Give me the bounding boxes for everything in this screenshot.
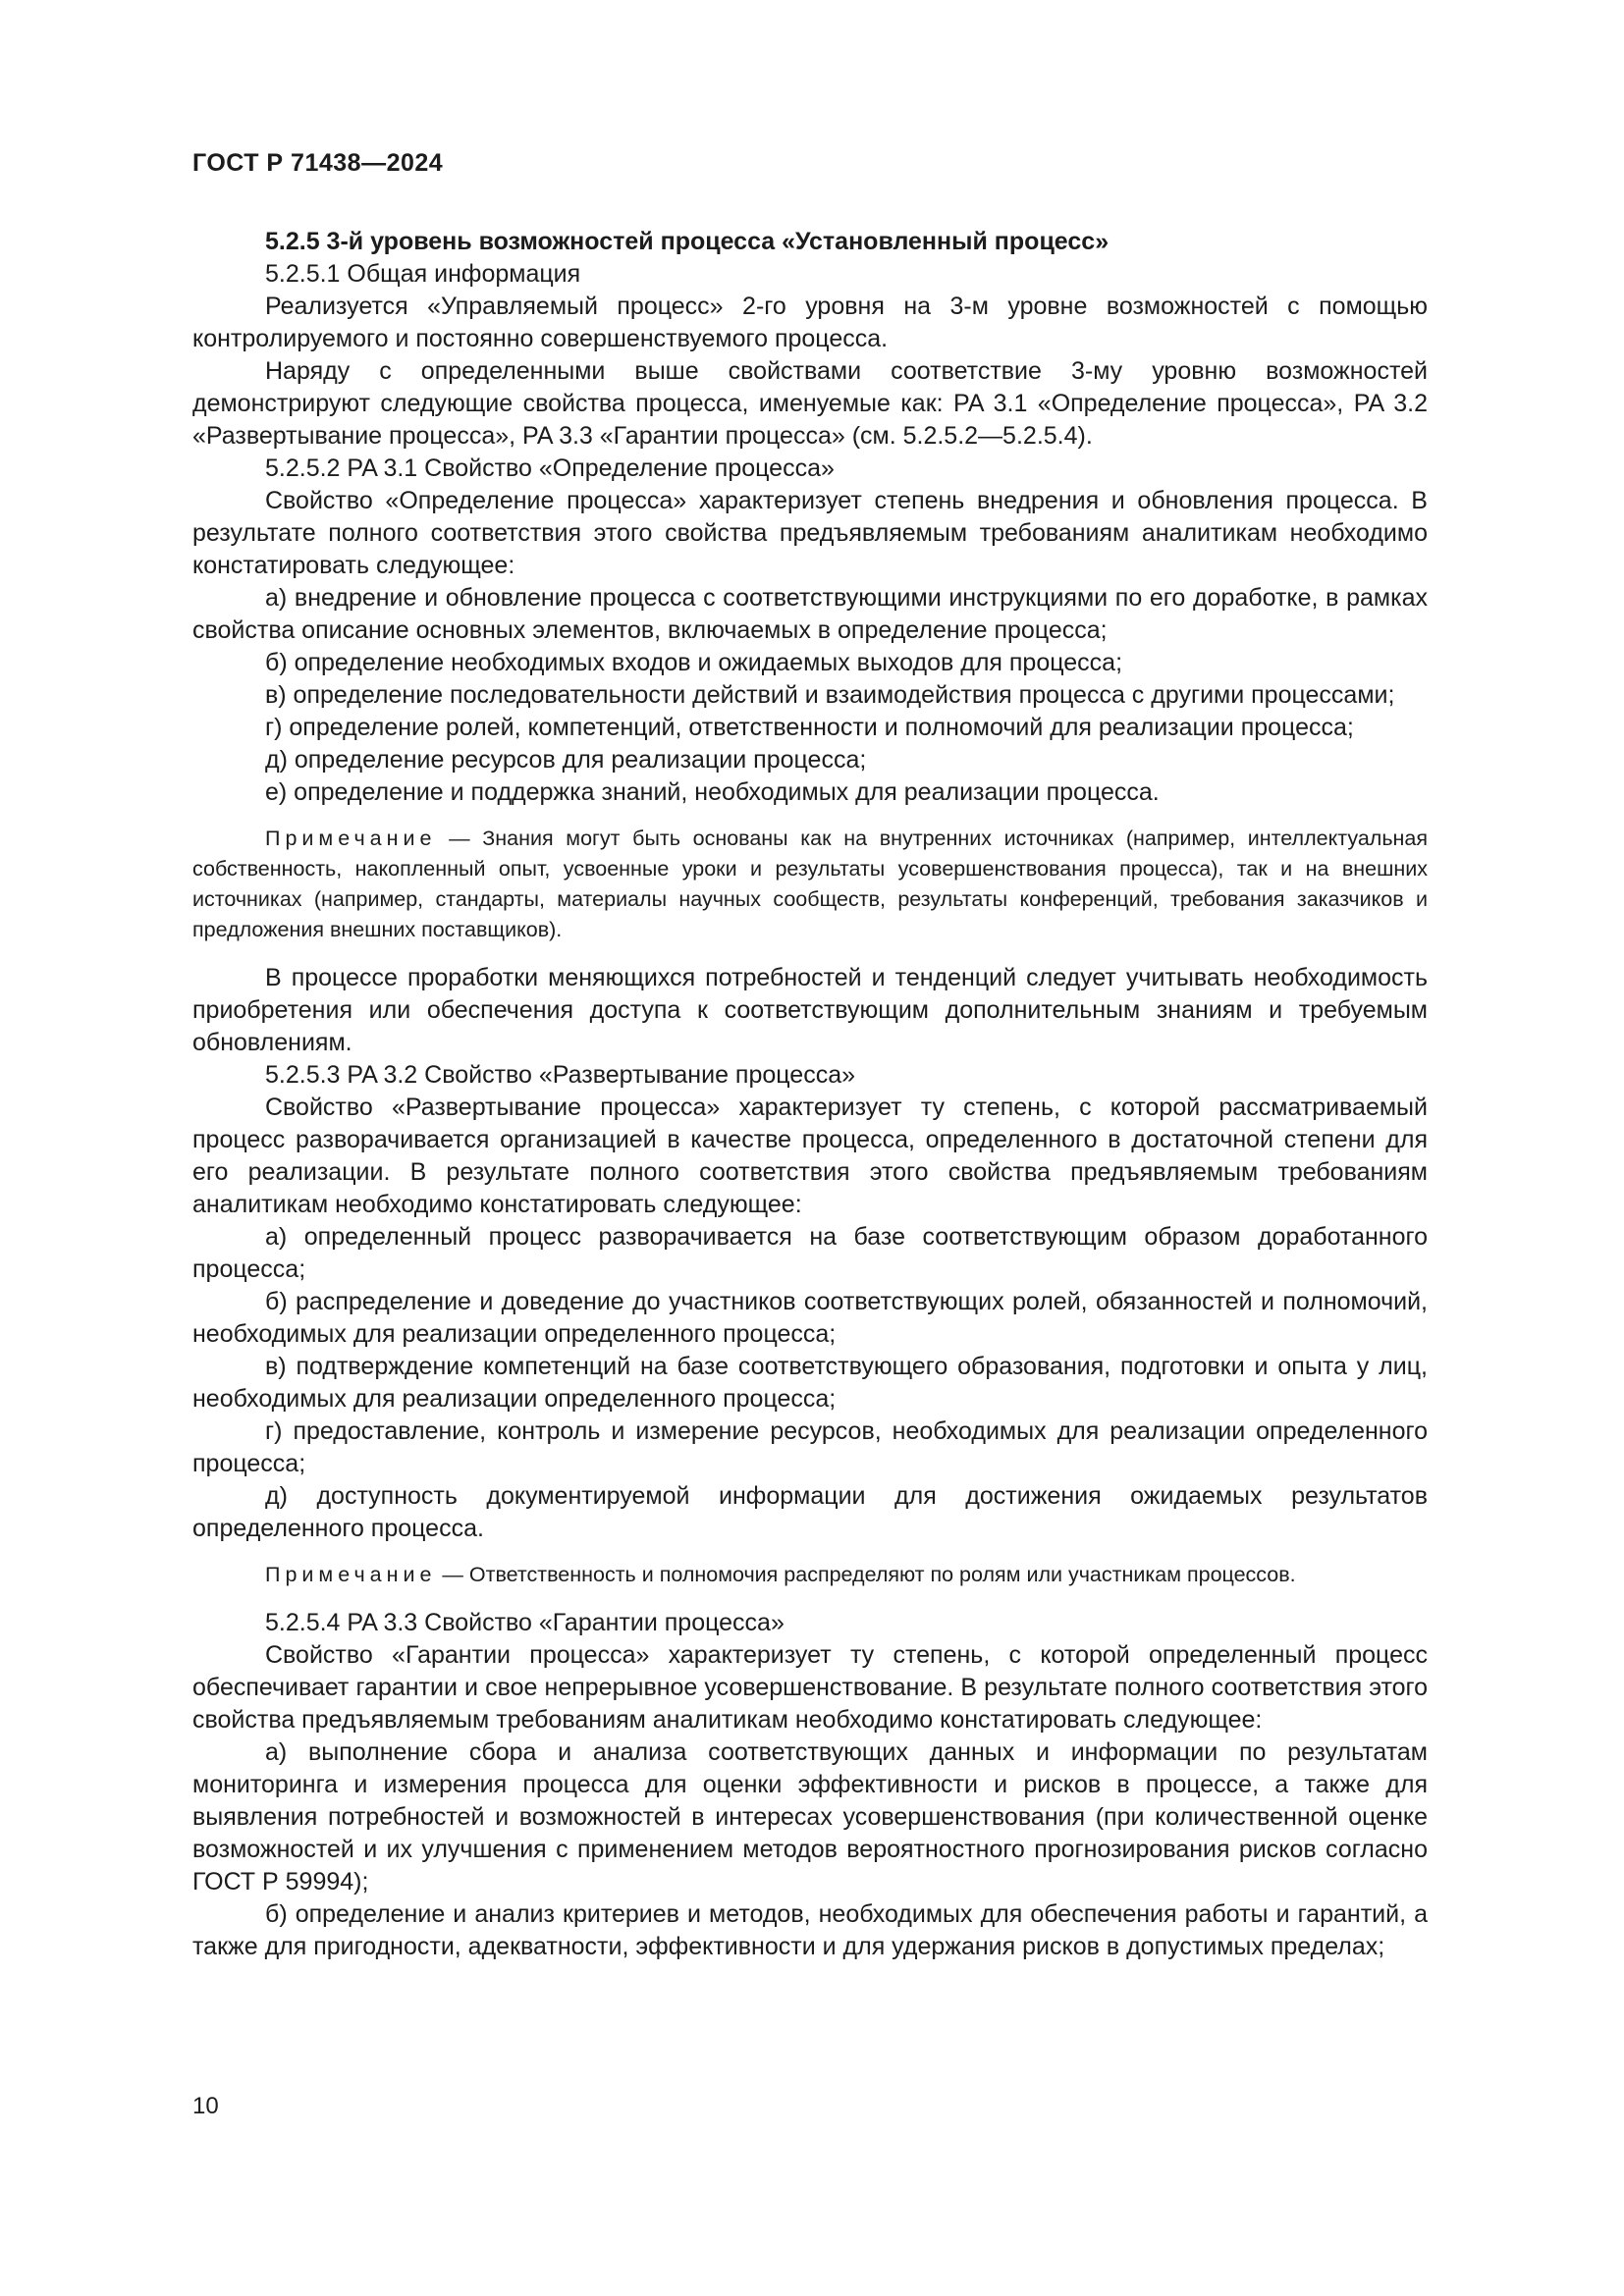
list-item: г) определение ролей, компетенций, ответственности и полномочий для реализации процесса; xyxy=(265,714,1354,741)
page-body xyxy=(192,226,1428,1963)
list-item: а) определенный процесс разворачивается на базе соответствующим образом доработанного процесса; xyxy=(192,1223,1428,1283)
section-heading-5-2-5: 5.2.5 3-й уровень возможностей процесса «Установленный процесс» xyxy=(265,228,1110,255)
list-item: г) предоставление, контроль и измерение ресурсов, необходимых для реализации определенного процесса; xyxy=(192,1417,1428,1477)
paragraph: Свойство «Определение процесса» характеризует степень внедрения и обновления процесса. В результате полного соответствия этого свойства предъявляемым требованиям аналитикам необходимо констатировать следующее: xyxy=(192,487,1428,579)
list-item: в) определение последовательности действий и взаимодействия процесса с другими процессами; xyxy=(265,681,1395,709)
paragraph: Свойство «Гарантии процесса» характеризует ту степень, с которой определенный процесс обеспечивает гарантии и свое непрерывное усовершенствование. В результате полного соответствия этого свойства предъявляемым требованиям аналитикам необходимо констатировать следующее: xyxy=(192,1641,1428,1734)
subsection-heading-5-2-5-4: 5.2.5.4 PA 3.3 Свойство «Гарантии процесса» xyxy=(265,1609,785,1636)
note xyxy=(192,824,1428,945)
list-item: б) определение необходимых входов и ожидаемых выходов для процесса; xyxy=(265,649,1123,676)
note xyxy=(192,1560,1428,1590)
list-item: д) определение ресурсов для реализации процесса; xyxy=(265,746,867,774)
list-item: а) внедрение и обновление процесса с соответствующими инструкциями по его доработке, в рамках свойства описание основных элементов, включаемых в определение процесса; xyxy=(192,584,1428,644)
note-text: — Знания могут быть основаны как на внутренних источниках (например, интеллектуальная собственность, накопленный опыт, усвоенные уроки и результаты усовершенствования процесса), так и на внешних источниках (например, стандарты, материалы научных сообществ, результаты конференций, требования заказчиков и предложения внешних поставщиков). xyxy=(192,827,1428,941)
paragraph: Свойство «Развертывание процесса» характеризует ту степень, с которой рассматриваемый процесс разворачивается организацией в качестве процесса, определенного в достаточной степени для его реализации. В результате полного соответствия этого свойства предъявляемым требованиям аналитикам необходимо констатировать следующее: xyxy=(192,1094,1428,1218)
list-item: в) подтверждение компетенций на базе соответствующего образования, подготовки и опыта у лиц, необходимых для реализации определенного процесса; xyxy=(192,1353,1428,1413)
paragraph: Наряду с определенными выше свойствами соответствие 3-му уровню возможностей демонстрируют следующие свойства процесса, именуемые как: PA 3.1 «Определение процесса», PA 3.2 «Развертывание процесса», PA 3.3 «Гарантии процесса» (см. 5.2.5.2—5.2.5.4). xyxy=(192,357,1428,450)
list-item: а) выполнение сбора и анализа соответствующих данных и информации по результатам мониторинга и измерения процесса для оценки эффективности и рисков в процессе, а также для выявления потребностей и возможностей в интересах усовершенствования (при количественной оценке возможностей и их улучшения с применением методов вероятностного прогнозирования рисков согласно ГОСТ Р 59994); xyxy=(192,1738,1428,1896)
page-number: 10 xyxy=(192,2093,219,2119)
list-item: б) определение и анализ критериев и методов, необходимых для обеспечения работы и гарантий, а также для пригодности, адекватности, эффективности и для удержания рисков в допустимых пределах; xyxy=(192,1900,1428,1960)
list-item: е) определение и поддержка знаний, необходимых для реализации процесса. xyxy=(265,778,1160,806)
document-header: ГОСТ Р 71438—2024 xyxy=(192,149,444,177)
subsection-heading-5-2-5-1: 5.2.5.1 Общая информация xyxy=(265,260,581,288)
list-item: б) распределение и доведение до участников соответствующих ролей, обязанностей и полномочий, необходимых для реализации определенного процесса; xyxy=(192,1288,1428,1348)
subsection-heading-5-2-5-2: 5.2.5.2 PA 3.1 Свойство «Определение процесса» xyxy=(265,454,835,482)
note-label: Примечание xyxy=(265,827,437,850)
list-item: д) доступность документируемой информации для достижения ожидаемых результатов определенного процесса. xyxy=(192,1482,1428,1542)
note-label: Примечание xyxy=(265,1563,437,1586)
paragraph: Реализуется «Управляемый процесс» 2-го уровня на 3-м уровне возможностей с помощью контролируемого и постоянно совершенствуемого процесса. xyxy=(192,293,1428,352)
paragraph: В процессе проработки меняющихся потребностей и тенденций следует учитывать необходимость приобретения или обеспечения доступа к соответствующим дополнительным знаниям и требуемым обновлениям. xyxy=(192,964,1428,1056)
subsection-heading-5-2-5-3: 5.2.5.3 PA 3.2 Свойство «Развертывание процесса» xyxy=(265,1061,856,1089)
note-text: — Ответственность и полномочия распределяют по ролям или участникам процессов. xyxy=(436,1563,1296,1586)
